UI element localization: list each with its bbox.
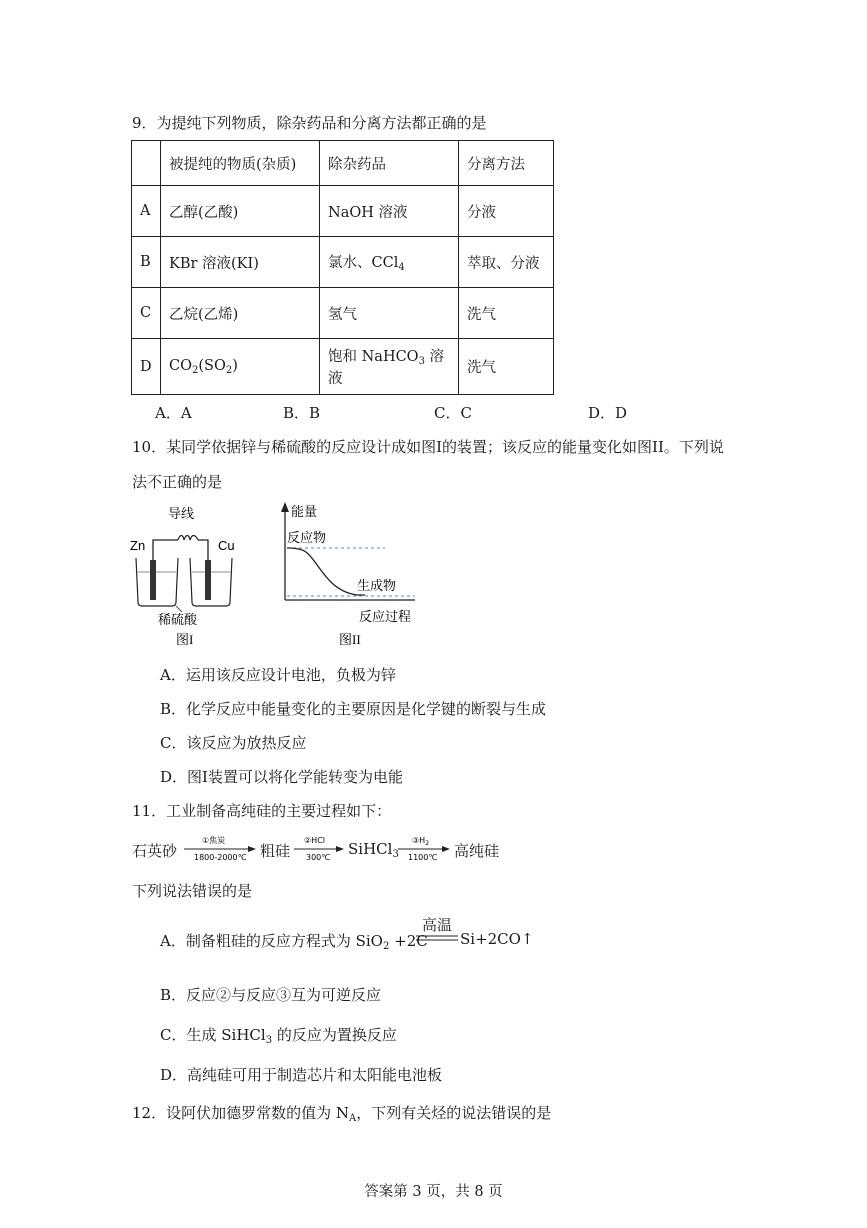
subscript: A xyxy=(348,1113,357,1124)
arrow-3-top-text: ③H xyxy=(412,836,426,845)
figure-2-energy-diagram xyxy=(275,500,435,650)
arrow-3-top xyxy=(412,836,429,847)
stem-text: 12．设阿伏加德罗常数的值为 N xyxy=(132,1104,349,1122)
y-axis-arrow xyxy=(281,502,289,512)
method-cell: 洗气 xyxy=(459,339,554,395)
option-a-products: Si+2CO↑ xyxy=(460,930,534,948)
reagent-cell: 氢气 xyxy=(320,288,459,339)
wire-label: 导线 xyxy=(168,506,195,521)
zn-label: Zn xyxy=(130,538,146,553)
reactant-label: 反应物 xyxy=(287,530,327,545)
method-cell: 洗气 xyxy=(459,288,554,339)
condition-label: 高温 xyxy=(421,916,452,934)
table-header-row xyxy=(132,141,554,186)
reagent-cell xyxy=(320,339,459,395)
header-cell: 分离方法 xyxy=(459,141,554,186)
x-axis-label: 反应过程 xyxy=(359,609,412,624)
wire-right xyxy=(198,540,208,562)
substance-cell xyxy=(161,339,320,395)
option-text: A．制备粗硅的反应方程式为 SiO xyxy=(160,932,383,950)
wire-left xyxy=(153,540,178,562)
q10-stem-line1: 10．某同学依据锌与稀硫酸的反应设计成如图I的装置；该反应的能量变化如图II。下列说 xyxy=(132,438,724,456)
double-line-icon xyxy=(416,934,458,942)
row-label: C xyxy=(132,288,161,339)
flow-arrow-1 xyxy=(182,834,258,864)
subscript: 3 xyxy=(265,1035,273,1046)
option-text: 的反应为置换反应 xyxy=(272,1026,397,1044)
q10-option-c[interactable]: C．该反应为放热反应 xyxy=(160,734,307,752)
substance-cell: 乙醇(乙酸) xyxy=(161,186,320,237)
option-d[interactable]: D．D xyxy=(588,404,628,422)
q10-option-d[interactable]: D．图I装置可以将化学能转变为电能 xyxy=(160,768,403,786)
energy-curve xyxy=(287,548,365,595)
page-footer: 答案第 3 页，共 8 页 xyxy=(364,1184,503,1200)
figure-2-caption: 图II xyxy=(339,632,361,647)
method-cell: 萃取、分液 xyxy=(459,237,554,288)
option-c[interactable]: C．C xyxy=(434,404,472,422)
flow-step-pure-si: 高纯硅 xyxy=(454,842,500,860)
figure-1-galvanic-cell xyxy=(128,500,248,650)
formula-part: CO xyxy=(169,357,192,374)
figure-1-caption: 图I xyxy=(176,632,194,647)
reagent-text: 饱和 NaHCO xyxy=(328,349,419,365)
q12-stem xyxy=(132,1102,551,1124)
arrow-3-bottom: 1100℃ xyxy=(408,853,438,862)
row-label: B xyxy=(132,237,161,288)
coil-icon xyxy=(178,536,198,541)
q11-option-b[interactable]: B．反应②与反应③互为可逆反应 xyxy=(160,986,382,1004)
flow-step-quartz: 石英砂 xyxy=(132,842,178,860)
reagent-cell: NaOH 溶液 xyxy=(320,186,459,237)
zn-electrode xyxy=(150,560,156,600)
q10-option-a[interactable]: A．运用该反应设计电池，负极为锌 xyxy=(160,666,396,684)
formula-part: SiHCl xyxy=(348,840,393,858)
subscript: 2 xyxy=(425,840,430,847)
stem-text: ，下列有关烃的说法错误的是 xyxy=(356,1104,552,1122)
q9-stem: 9．为提纯下列物质，除杂药品和分离方法都正确的是 xyxy=(132,114,487,132)
header-cell xyxy=(132,141,161,186)
table-row xyxy=(132,339,554,395)
subscript: 3 xyxy=(392,849,399,860)
substance-cell: KBr 溶液(KI) xyxy=(161,237,320,288)
option-a[interactable]: A．A xyxy=(155,404,192,422)
header-cell: 除杂药品 xyxy=(320,141,459,186)
subscript: 2 xyxy=(225,364,233,376)
q10-stem-line2: 法不正确的是 xyxy=(132,473,223,491)
q11-option-d[interactable]: D．高纯硅可用于制造芯片和太阳能电池板 xyxy=(160,1066,443,1084)
arrow-1-bottom: 1800-2000℃ xyxy=(194,853,247,862)
q9-table xyxy=(131,140,554,395)
method-cell: 分液 xyxy=(459,186,554,237)
table-row xyxy=(132,288,554,339)
substance-cell: 乙烷(乙烯) xyxy=(161,288,320,339)
reagent-text: 溶液 xyxy=(328,349,445,387)
arrow-2-bottom: 300℃ xyxy=(306,853,331,862)
subscript: 2 xyxy=(382,941,390,952)
beaker-left xyxy=(136,558,178,606)
flow-step-sihcl3 xyxy=(348,840,399,860)
q11-sub-stem: 下列说法错误的是 xyxy=(132,882,253,900)
reagent-cell xyxy=(320,237,459,288)
q11-option-c[interactable] xyxy=(160,1024,397,1046)
option-text: C．生成 SiHCl xyxy=(160,1026,266,1044)
cu-electrode xyxy=(205,560,211,600)
acid-label: 稀硫酸 xyxy=(158,612,198,627)
subscript: 2 xyxy=(191,364,199,376)
y-axis-label: 能量 xyxy=(291,504,318,519)
option-b[interactable]: B．B xyxy=(283,404,321,422)
q11-stem: 11．工业制备高纯硅的主要过程如下： xyxy=(132,802,392,820)
row-label: A xyxy=(132,186,161,237)
subscript: 4 xyxy=(398,262,405,273)
table-row xyxy=(132,237,554,288)
flow-arrow-2 xyxy=(292,834,346,864)
table-row xyxy=(132,186,554,237)
formula-part: (SO xyxy=(198,357,226,374)
flow-step-crude-si: 粗硅 xyxy=(260,842,291,860)
reagent-text: 氯水、CCl xyxy=(328,255,399,271)
formula-part: ) xyxy=(232,357,238,374)
option-text: +2C xyxy=(389,932,428,950)
arrow-2-top: ②HCl xyxy=(304,836,325,845)
header-cell: 被提纯的物质(杂质) xyxy=(161,141,320,186)
option-a-text xyxy=(160,930,428,952)
subscript: 3 xyxy=(418,356,425,367)
product-label: 生成物 xyxy=(357,578,397,593)
q10-option-b[interactable]: B．化学反应中能量变化的主要原因是化学键的断裂与生成 xyxy=(160,700,547,718)
arrow-1-top: ①焦炭 xyxy=(202,836,226,845)
flow-arrow-3 xyxy=(396,834,452,864)
cu-label: Cu xyxy=(218,538,235,553)
row-label: D xyxy=(132,339,161,395)
